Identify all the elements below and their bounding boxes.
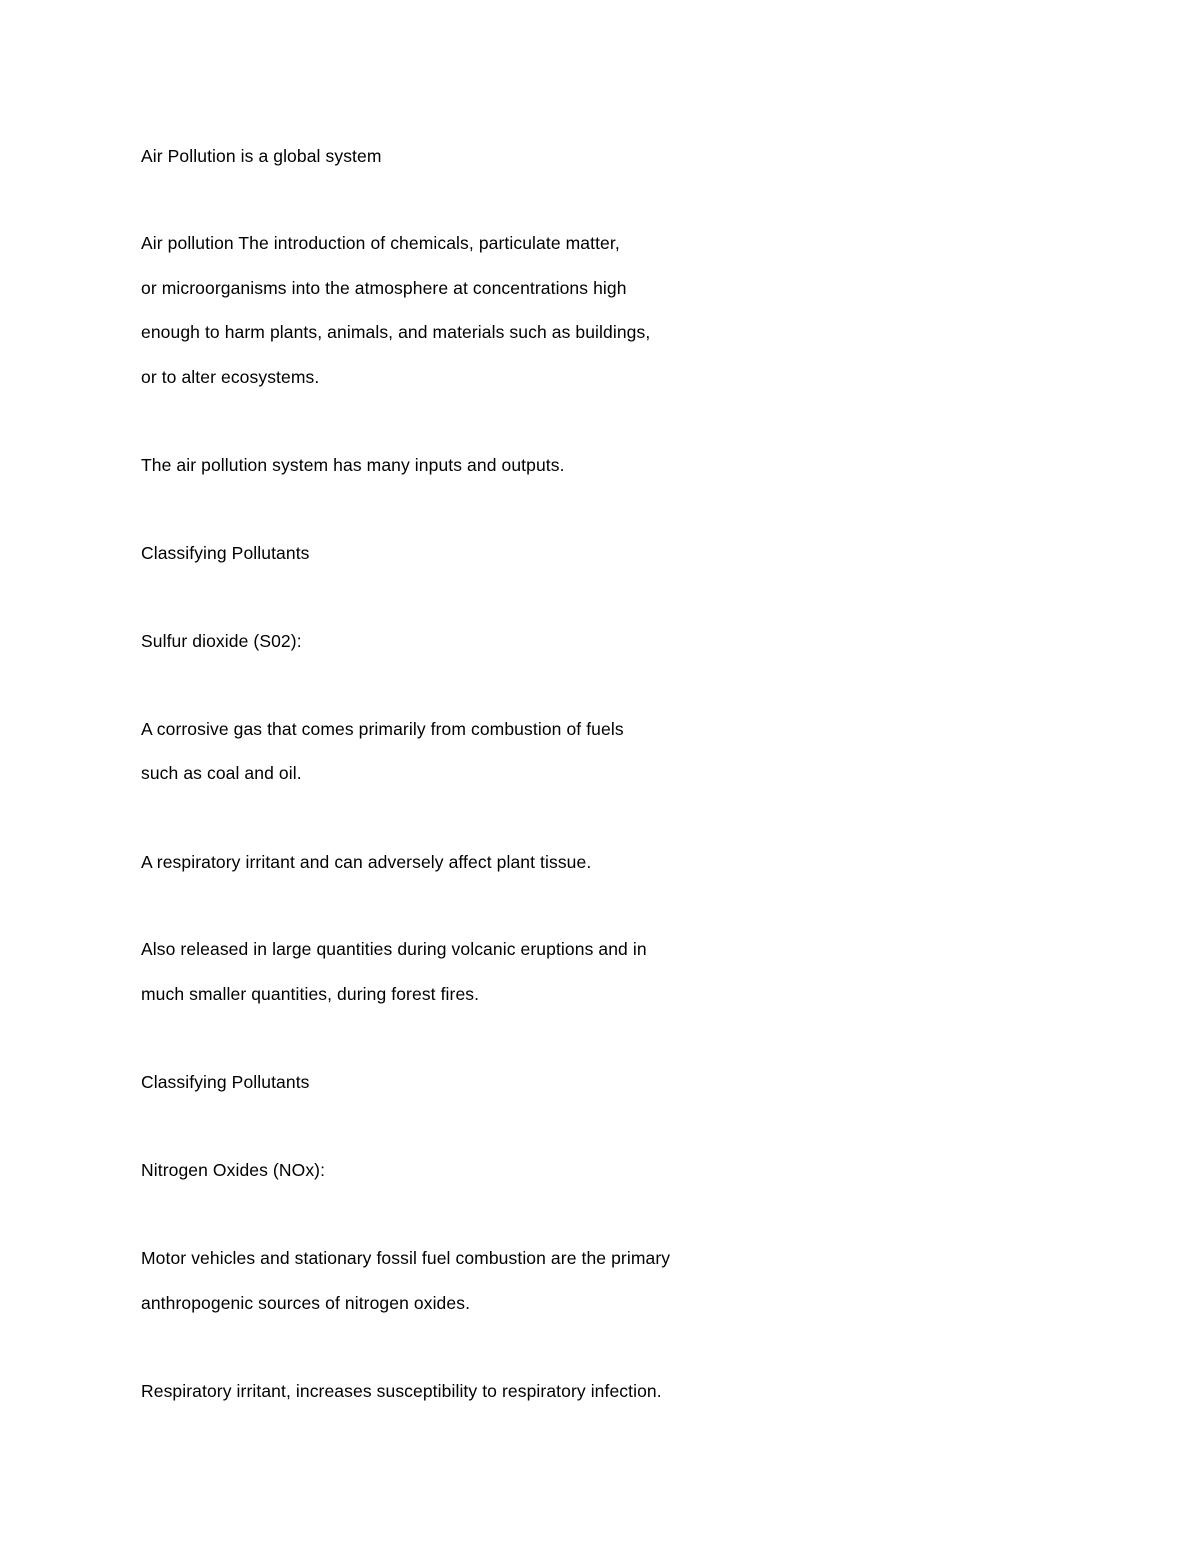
document-title: Air Pollution is a global system: [141, 146, 382, 166]
definition-line: or to alter ecosystems.: [141, 367, 320, 387]
section-heading: Classifying Pollutants: [141, 543, 310, 563]
section-heading: Classifying Pollutants: [141, 1072, 310, 1092]
pollutant-name: Nitrogen Oxides (NOx):: [141, 1160, 326, 1180]
definition-line: Air pollution The introduction of chemicals, particulate matter,: [141, 233, 620, 253]
pollutant-sources-line: anthropogenic sources of nitrogen oxides.: [141, 1293, 471, 1313]
pollutant-name: Sulfur dioxide (S02):: [141, 631, 302, 651]
pollutant-sources-line: Motor vehicles and stationary fossil fuel combustion are the primary: [141, 1248, 671, 1268]
definition-line: or microorganisms into the atmosphere at concentrations high: [141, 278, 627, 298]
pollutant-description-line: A corrosive gas that comes primarily from combustion of fuels: [141, 719, 624, 739]
pollutant-description-line: such as coal and oil.: [141, 763, 302, 783]
system-statement: The air pollution system has many inputs and outputs.: [141, 455, 565, 475]
pollutant-sources-line: Also released in large quantities during volcanic eruptions and in: [141, 939, 647, 959]
pollutant-sources-line: much smaller quantities, during forest fires.: [141, 984, 480, 1004]
pollutant-effect: A respiratory irritant and can adversely affect plant tissue.: [141, 852, 592, 872]
definition-line: enough to harm plants, animals, and materials such as buildings,: [141, 322, 651, 342]
pollutant-effect: Respiratory irritant, increases susceptibility to respiratory infection.: [141, 1381, 662, 1401]
